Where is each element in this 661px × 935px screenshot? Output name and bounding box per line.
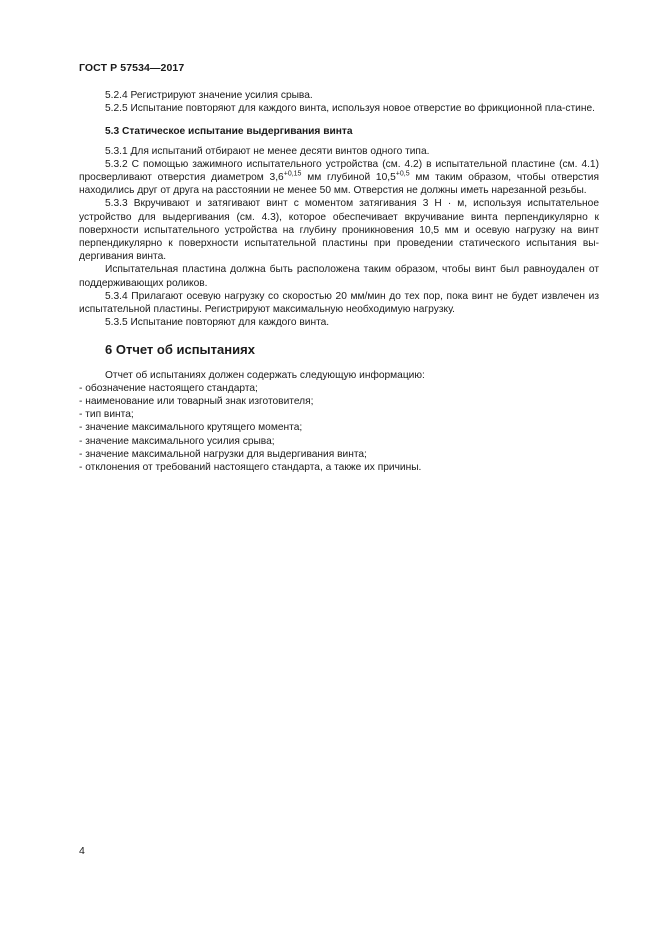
list-item: - отклонения от требований настоящего стандарта, а также их причины.: [79, 462, 422, 474]
report-items-list: [79, 382, 599, 474]
paragraph-5-3-2: [79, 158, 599, 198]
list-item: - значение максимальной нагрузки для выдергивания винта;: [79, 448, 367, 460]
list-item: - значение максимального усилия срыва;: [79, 435, 275, 447]
page-number: 4: [79, 845, 85, 857]
paragraph-5-2-4: 5.2.4 Регистрируют значение усилия срыва.: [105, 90, 313, 101]
list-item: - значение максимального крутящего момента;: [79, 422, 303, 434]
diameter-tolerance: +0,15: [283, 170, 302, 178]
section-heading-6: 6 Отчет об испытаниях: [105, 342, 255, 358]
paragraph-5-3-1: 5.3.1 Для испытаний отбирают не менее десяти винтов одного типа.: [105, 145, 430, 157]
depth-tolerance: +0,5: [395, 170, 410, 178]
paragraph-5-2-5: 5.2.5 Испытание повторяют для каждого винта, используя новое отверстие во фрикционной пла-стине.: [105, 103, 595, 115]
document-code: ГОСТ Р 57534—2017: [79, 62, 185, 74]
paragraph-5-3-5: 5.3.5 Испытание повторяют для каждого винта.: [105, 317, 330, 329]
paragraph-5-3-2-part-1: 5.3.2 С помощью зажимного испытательного устройства (см. 4.2) в испытательной пластине (см. 4.1) просверливают отверстия диаметром 3,6: [79, 158, 599, 184]
paragraph-5-3-4: 5.3.4 Прилагают осевую нагрузку со скоростью 20 мм/мин до тех пор, пока винт не будет извлечен из испытательной пластины. Регистрируют максимальную необходимую нагрузку.: [79, 290, 599, 316]
paragraph-5-3-2-part-2: мм глубиной 10,5: [301, 172, 396, 184]
list-item: - обозначение настоящего стандарта;: [79, 382, 258, 394]
list-item: - наименование или товарный знак изготовителя;: [79, 396, 314, 408]
paragraph-5-3-3: 5.3.3 Вкручивают и затягивают винт с моментом затягивания 3 Н · м, используя испытательное устройство для выдергивания (см. 4.3), которое обеспечивает вкручивание винта перпендикулярно к поверхности испытательного устройства на глубину проникновения 10,5 мм и осевую нагрузку на винт перпендикулярно к поверхности испытательной пластины при проведении статического испытания вы-дергивания винта.: [79, 198, 599, 263]
report-intro: Отчет об испытаниях должен содержать следующую информацию:: [105, 369, 425, 381]
paragraph-5-3-2-part-3: мм таким образом, чтобы отверстия находились друг от друга на расстоянии не менее 50 мм. Отверстия не должны иметь нарезанной резьбы.: [79, 172, 599, 197]
paragraph-test-plate: Испытательная пластина должна быть расположена таким образом, чтобы винт был равноудален от поддерживающих роликов.: [79, 264, 599, 289]
page-body: [79, 89, 599, 474]
list-item: - тип винта;: [79, 409, 134, 421]
section-heading-5-3: 5.3 Статическое испытание выдергивания винта: [105, 126, 353, 138]
